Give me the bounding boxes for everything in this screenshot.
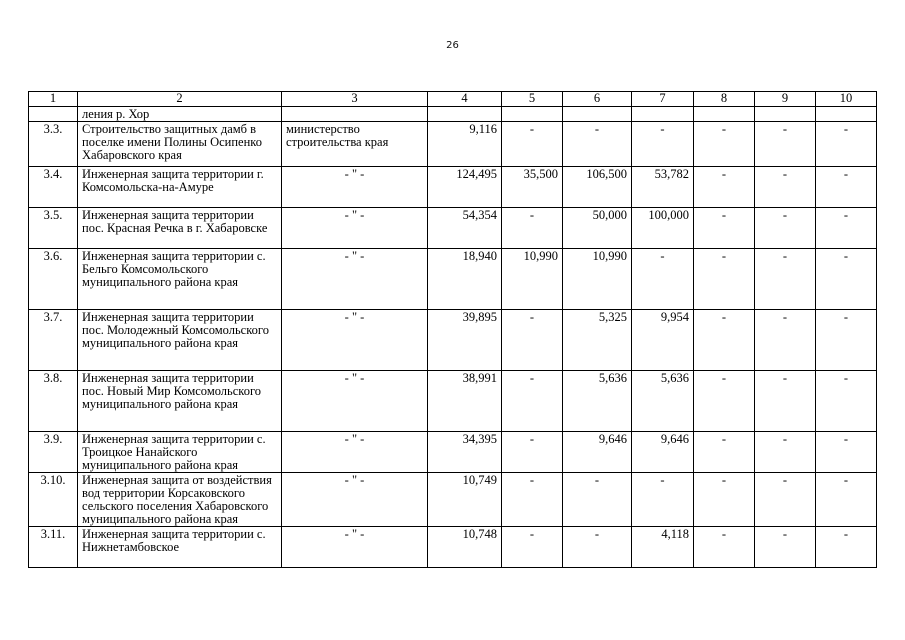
cell-col10: -: [816, 473, 877, 527]
cell-col4: 9,116: [428, 122, 502, 167]
cell-col9: -: [755, 527, 816, 568]
column-header: 6: [563, 92, 632, 107]
cell-executor: министерство строительства края: [282, 122, 428, 167]
table-row: [29, 371, 877, 432]
cell-col7: 4,118: [632, 527, 694, 568]
cell-name: Инженерная защита от воздействия вод территории Корсаковского сельского поселения Хабаровского муниципального района края: [78, 473, 282, 527]
cell-col9: -: [755, 122, 816, 167]
cell-col6: 50,000: [563, 208, 632, 249]
cell-col10: -: [816, 527, 877, 568]
cell-no: 3.6.: [29, 249, 78, 310]
cell-col7: 9,954: [632, 310, 694, 371]
column-header: 8: [694, 92, 755, 107]
table-row: [29, 310, 877, 371]
cell-col5: -: [502, 208, 563, 249]
cell-col7: -: [632, 473, 694, 527]
cell-col7: 100,000: [632, 208, 694, 249]
header-row: [29, 92, 877, 107]
cell-executor: - " -: [282, 371, 428, 432]
cell-executor: - " -: [282, 208, 428, 249]
cell-col5: 10,990: [502, 249, 563, 310]
cell-name: Инженерная защита территории г. Комсомольска-на-Амуре: [78, 167, 282, 208]
cell-col4: 39,895: [428, 310, 502, 371]
cell-col9: -: [755, 167, 816, 208]
table-row: [29, 249, 877, 310]
cell-col6: -: [563, 122, 632, 167]
cell-no: 3.10.: [29, 473, 78, 527]
cell-col6: 9,646: [563, 432, 632, 473]
table-row: [29, 527, 877, 568]
continuation-row: [29, 107, 877, 122]
cell-col5: -: [502, 310, 563, 371]
cell-executor: - " -: [282, 473, 428, 527]
cell-col7: -: [632, 249, 694, 310]
cell-col6: -: [563, 473, 632, 527]
column-header: 5: [502, 92, 563, 107]
cell-col5: -: [502, 432, 563, 473]
cell-col7: 53,782: [632, 167, 694, 208]
cell-col8: -: [694, 310, 755, 371]
cell-col4: 10,749: [428, 473, 502, 527]
cell-col6: 106,500: [563, 167, 632, 208]
cell-name: Инженерная защита территории пос. Молодежный Комсомольского муниципального района края: [78, 310, 282, 371]
cell-executor: - " -: [282, 527, 428, 568]
cell-col10: -: [816, 208, 877, 249]
table-row: [29, 167, 877, 208]
cell-col7: -: [632, 122, 694, 167]
cell-col10: -: [816, 167, 877, 208]
cell-col10: -: [816, 432, 877, 473]
column-header: 10: [816, 92, 877, 107]
cell-col6: -: [563, 527, 632, 568]
cell-col9: -: [755, 473, 816, 527]
cell-no: [29, 107, 78, 122]
cell-col8: -: [694, 167, 755, 208]
cell-col5: -: [502, 527, 563, 568]
cell-name: Инженерная защита территории с. Бельго Комсомольского муниципального района края: [78, 249, 282, 310]
cell-col7: 9,646: [632, 432, 694, 473]
column-header: 4: [428, 92, 502, 107]
cell-col8: -: [694, 371, 755, 432]
cell-col9: -: [755, 208, 816, 249]
table-row: [29, 122, 877, 167]
cell-col9: -: [755, 432, 816, 473]
cell-executor: - " -: [282, 167, 428, 208]
cell-col9: -: [755, 310, 816, 371]
cell-name: Строительство защитных дамб в поселке имени Полины Осипенко Хабаровского края: [78, 122, 282, 167]
table-row: [29, 208, 877, 249]
cell-name: ления р. Хор: [78, 107, 282, 122]
cell-col4: 38,991: [428, 371, 502, 432]
cell-name: Инженерная защита территории с. Троицкое Нанайского муниципального района края: [78, 432, 282, 473]
cell-col5: 35,500: [502, 167, 563, 208]
cell-col4: 124,495: [428, 167, 502, 208]
cell-name: Инженерная защита территории пос. Новый Мир Комсомольского муниципального района края: [78, 371, 282, 432]
cell-no: 3.4.: [29, 167, 78, 208]
table-row: [29, 432, 877, 473]
cell-col5: -: [502, 122, 563, 167]
column-header: 2: [78, 92, 282, 107]
cell-col4: 34,395: [428, 432, 502, 473]
cell-col5: -: [502, 371, 563, 432]
cell-col5: -: [502, 473, 563, 527]
cell-name: Инженерная защита территории пос. Красная Речка в г. Хабаровске: [78, 208, 282, 249]
cell-col6: 5,325: [563, 310, 632, 371]
cell-col8: -: [694, 527, 755, 568]
cell-col10: -: [816, 122, 877, 167]
cell-executor: - " -: [282, 249, 428, 310]
cell-no: 3.3.: [29, 122, 78, 167]
cell-col8: -: [694, 473, 755, 527]
cell-col4: 10,748: [428, 527, 502, 568]
cell-no: 3.5.: [29, 208, 78, 249]
cell-no: 3.7.: [29, 310, 78, 371]
page-number: 26: [446, 40, 459, 51]
table-row: [29, 473, 877, 527]
cell-col9: -: [755, 249, 816, 310]
cell-col9: -: [755, 371, 816, 432]
cell-col6: 10,990: [563, 249, 632, 310]
cell-col8: -: [694, 432, 755, 473]
column-header: 3: [282, 92, 428, 107]
cell-col10: -: [816, 371, 877, 432]
cell-col8: -: [694, 249, 755, 310]
column-header: 7: [632, 92, 694, 107]
cell-col4: 54,354: [428, 208, 502, 249]
program-table: [28, 91, 877, 568]
cell-name: Инженерная защита территории с. Нижнетамбовское: [78, 527, 282, 568]
cell-col10: -: [816, 310, 877, 371]
cell-no: 3.8.: [29, 371, 78, 432]
cell-executor: - " -: [282, 432, 428, 473]
cell-col10: -: [816, 249, 877, 310]
cell-no: 3.11.: [29, 527, 78, 568]
cell-col7: 5,636: [632, 371, 694, 432]
column-header: 1: [29, 92, 78, 107]
cell-executor: - " -: [282, 310, 428, 371]
column-header: 9: [755, 92, 816, 107]
cell-no: 3.9.: [29, 432, 78, 473]
table-body: [29, 122, 877, 568]
cell-col8: -: [694, 122, 755, 167]
cell-col8: -: [694, 208, 755, 249]
cell-col6: 5,636: [563, 371, 632, 432]
cell-col4: 18,940: [428, 249, 502, 310]
